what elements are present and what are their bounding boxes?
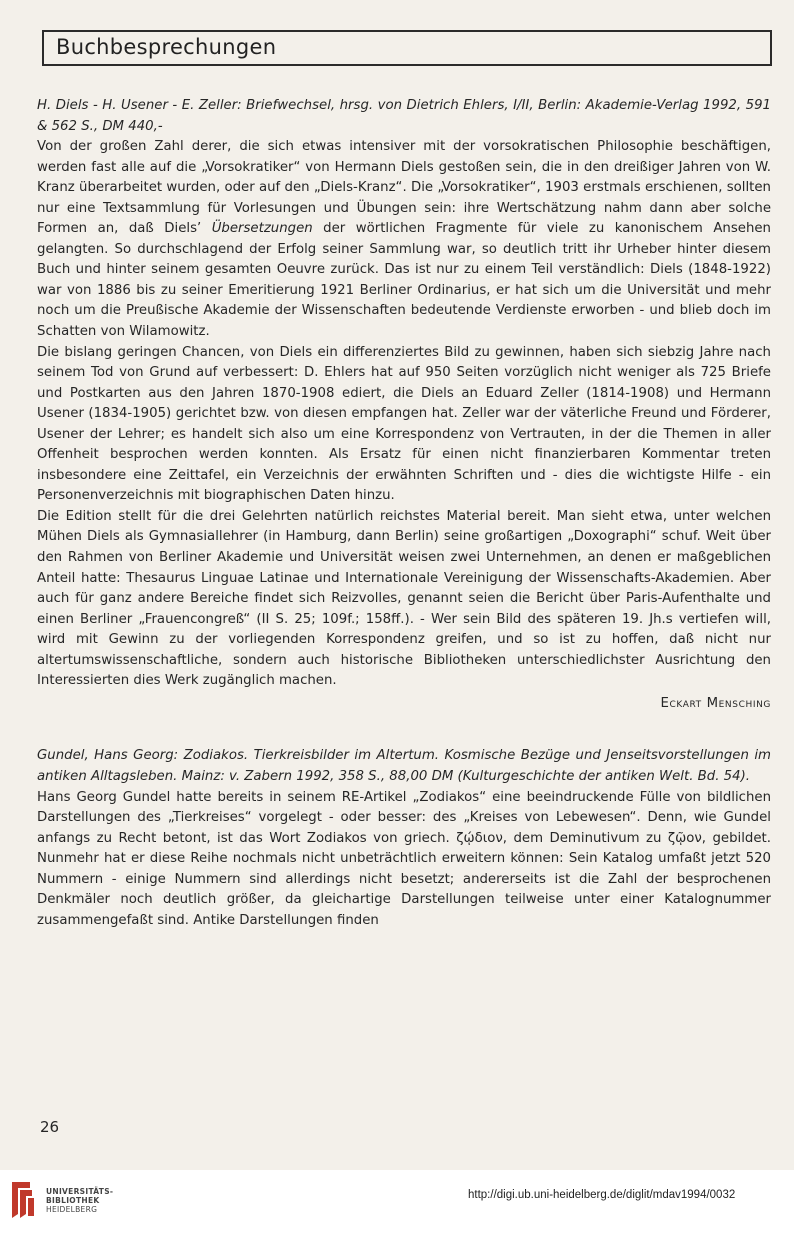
section-header	[42, 30, 772, 66]
library-name-line: HEIDELBERG	[46, 1205, 98, 1214]
review-paragraph: Die Edition stellt für die drei Gelehrten natürlich reichstes Material bereit. Man sieht etwa, unter welchen Mühen Diels als Gymnasiallehrer (in Hamburg, dann Berlin) seine großartigen „Doxographi“ schuf. Weit über den Rahmen von Berliner Akademie und Universität weisen zwei Unternehmen, an denen er maßgeblichen Anteil hatte: Thesaurus Linguae Latinae und Internationale Vereinigung der Wissenschafts-Akademien. Aber auch für ganz andere Bereiche findet sich Reizvolles, genannt seien die Bericht über Paris-Aufenthalte und einen Berliner „Frauencongreß“ (II S. 25; 109f.; 158ff.). - Wer sein Bild des späteren 19. Jh.s vertiefen will, wird mit Gewinn zu der vorliegenden Korrespondenz greifen, und so ist zu hoffen, daß nicht nur altertumswissenschaftliche, sondern auch historische Bibliotheken unterschiedlichster Ausrichtung den Interessierten dies Werk zugänglich machen.	[37, 508, 771, 689]
source-url-link[interactable]: http://digi.ub.uni-heidelberg.de/diglit/mdav1994/0032	[468, 1189, 736, 1201]
review-paragraph: Die bislang geringen Chancen, von Diels ein differenziertes Bild zu gewinnen, haben sich siebzig Jahre nach seinem Tod von Grund auf verbessert: D. Ehlers hat auf 950 Seiten vorzüglich nicht weniger als 725 Briefe und Postkarten aus den Jahren 1870-1908 ediert, die Diels an Eduard Zeller (1814-1908) und Hermann Usener (1834-1905) gerichtet bzw. von diesen empfangen hat. Zeller war der väterliche Freund und Förderer, Usener der Lehrer; es handelt sich also um eine Korrespondenz von Vertrauten, in der die Themen in aller Offenheit besprochen werden konnten. Als Ersatz für einen nicht finanzierbaren Kommentar treten insbesondere eine Zeittafel, ein Verzeichnis der erwähnten Schriften und - dies die wichtigste Hilfe - ein Personenverzeichnis mit biographischen Daten hinzu.	[37, 344, 771, 504]
section-spacer	[37, 714, 771, 746]
review-paragraph	[37, 137, 771, 342]
emphasized-text: Übersetzungen	[211, 221, 313, 237]
section-title: Buchbesprechungen	[56, 35, 277, 59]
paragraph-text: der wörtlichen Fragmente für viele zu kanonischem Ansehen gelangten. So durchschlagend der Erfolg seiner Sammlung war, so deutlich tritt ihr Urheber hinter diesem Buch und hinter seinem gesamten Oeuvre zurück. Das ist nur zu einem Teil verständlich: Diels (1848-1922) war von 1886 bis zu seiner Emeritierung 1921 Berliner Ordinarius, er hat sich um die Universität und mehr noch um die Preußische Akademie der Wissenschaften bedeutende Verdienste erworben - und blieb doch im Schatten von Wilamowitz.	[37, 221, 771, 340]
library-name	[46, 1187, 113, 1214]
footer-bar	[0, 1170, 794, 1233]
review-citation: H. Diels - H. Usener - E. Zeller: Briefwechsel, hrsg. von Dietrich Ehlers, I/II, Berlin: Akademie-Verlag 1992, 591 & 562 S., DM 440,-	[37, 98, 771, 134]
review-gundel	[37, 746, 771, 931]
page-content	[37, 96, 771, 931]
library-name-line: BIBLIOTHEK	[46, 1196, 100, 1205]
page-number: 26	[40, 1118, 60, 1136]
library-name-line: UNIVERSITÄTS-	[46, 1187, 114, 1196]
paragraph-text: Von der großen Zahl derer, die sich etwas intensiver mit der vorsokratischen Philosophie beschäftigen, werden fast alle auf die „Vorsokratiker“ von Hermann Diels gestoßen sein, die in den dreißiger Jahren von W. Kranz überarbeitet wurden, oder auf den „Diels-Kranz“. Die „Vorsokratiker“, 1903 erstmals erschienen, sollten nur eine Textsammlung für Vorlesungen und Übungen sein: ihre Wertschätzung nahm dann aber solche Formen an, daß Diels’	[37, 139, 771, 237]
review-paragraph: Hans Georg Gundel hatte bereits in seinem RE-Artikel „Zodiakos“ eine beeindruckende Fülle von bildlichen Darstellungen des „Tierkreises“ vorgelegt - oder besser: des „Kreises von Lebewesen“. Denn, wie Gundel anfangs zu Recht betont, ist das Wort Zodiakos von griech. ζῴδιον, dem Deminutivum zu ζῷον, gebildet. Nunmehr hat er diese Reihe nochmals nicht unbeträchtlich erweitern können: Sein Katalog umfaßt jetzt 520 Nummern - einige Nummern sind allerdings nicht besetzt; andererseits ist die Zahl der besprochenen Denkmäler noch deutlich größer, da gleichartige Darstellungen teilweise unter einer Katalognummer zusammengefaßt sind. Antike Darstellungen finden	[37, 789, 771, 928]
library-logo-icon	[8, 1180, 38, 1220]
review-citation: Gundel, Hans Georg: Zodiakos. Tierkreisbilder im Altertum. Kosmische Bezüge und Jenseitsvorstellungen im antiken Alltagsleben. Mainz: v. Zabern 1992, 358 S., 88,00 DM (Kulturgeschichte der antiken Welt. Bd. 54).	[37, 748, 771, 784]
review-diels	[37, 96, 771, 714]
review-author: Eckart Mensching	[660, 695, 771, 711]
